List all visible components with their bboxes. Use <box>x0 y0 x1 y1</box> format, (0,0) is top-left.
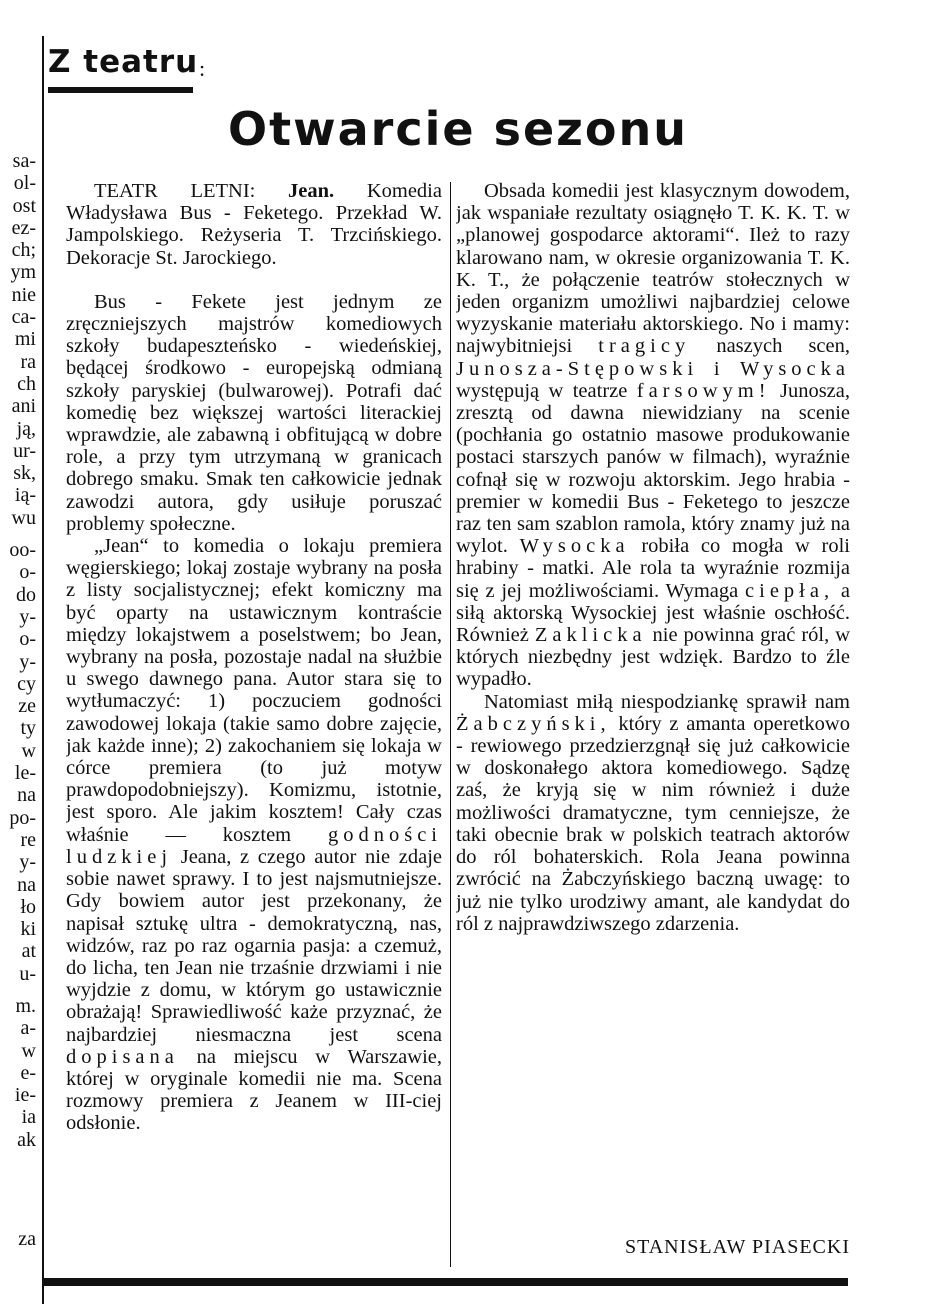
spaced-emphasis: godności ludzkiej <box>66 823 442 868</box>
spaced-emphasis: ciepła, <box>745 579 835 602</box>
margin-fragment-line: ost <box>12 194 36 217</box>
adjacent-article-fragment <box>0 150 36 1151</box>
paragraph <box>456 691 850 935</box>
text-run: robiła co mogła w roli hrabiny - matki. Ale rola ta wyraźnie rozmija się z jej możliwościami. Wymaga <box>456 535 850 602</box>
margin-fragment-line: w <box>21 1039 36 1062</box>
margin-fragment-line: ani <box>11 395 36 418</box>
text-run: Junosza, zresztą od dawna niewidziany na scenie (pochłania go ostatnio masowe produkowanie postaci starszych panów w filmach), wyraźnie cofnął się w rozwoju aktorskim. Jego hrabia - premier w komedii Bus - Feketego to jeszcze raz ten sam szablon ramola, który znamy już na wylot. <box>456 379 850 558</box>
margin-fragment-line: nie <box>11 283 36 306</box>
spaced-emphasis: Żabczyński, <box>456 712 611 735</box>
paragraph: Bus - Fekete jest jednym ze zręczniejszych majstrów komediowych szkoły budapeszteńsko - wiedeńskiej, będącej środkowo - europejską odmianą szkoły paryskiej (bulwarowej). Potrafi dać komedię bez większej wartości literackiej wprawdzie, ale zabawną i obfitującą w dobre role, a przy tym utrzymaną w granicach dobrego smaku. Smak ten całkowicie jednak zawodzi autora, gdy usiłuje poruszać problemy społeczne. <box>66 290 442 535</box>
margin-fragment-line: y- <box>19 851 36 874</box>
spaced-emphasis: Wysocka <box>519 535 630 558</box>
margin-fragment-line: cy <box>17 672 36 695</box>
text-run: Natomiast miłą niespodziankę sprawił nam <box>484 690 850 713</box>
spaced-emphasis: Zaklicka <box>534 624 647 647</box>
spaced-emphasis: dopisana <box>66 1045 179 1068</box>
text-run: nie powinna grać ról, w których niezbędny jest wdzięk. Bardzo to źle wypadło. <box>456 624 850 691</box>
margin-fragment-line: re <box>20 828 36 851</box>
column-divider <box>450 182 451 1267</box>
margin-fragment-line: o- <box>19 628 36 651</box>
text-run: naszych scen, <box>690 335 850 358</box>
margin-fragment-line: o- <box>19 561 36 584</box>
margin-fragment-line: ją, <box>16 417 36 440</box>
text-run: występują w teatrze <box>456 379 637 402</box>
text-run: Obsada komedii jest klasycznym dowodem, jak wspaniałe rezultaty osiągnęło T. K. K. T. w „planowej gospodarce aktorami“. Ileż to razy klarowano nam, w okresie organizowania T. K. K. T., że połączenie teatrów stołecznych w jeden organizm umożliwi najbardziej celowe wyzyskanie materiału aktorskiego. No i mamy: najwybitniejsi <box>456 180 850 358</box>
margin-fragment-line: u- <box>19 962 36 985</box>
margin-fragment-line: le- <box>14 762 36 785</box>
margin-fragment-line: at <box>21 940 36 963</box>
section-label: Z teatru <box>48 44 199 80</box>
section-label-colon: : <box>199 56 206 81</box>
margin-fragment-line: po- <box>9 806 36 829</box>
margin-fragment-line: na <box>17 873 36 896</box>
text-run: „Jean“ to komedia o lokaju premiera węgierskiego; lokaj zostaje wybrany na posła z listy socjalistycznej; efekt komiczny ma być oparty na ustawicznym kontraście między lokajstwem a poselstwem; bo Jean, wybrany na posła, pozostaje nadal na służbie u swego dawnego pana. Autor stara się to wytłumaczyć: 1) poczuciem godności zawodowej lokaja (takie samo dobre zajęcie, jak każde inne); 2) zakochaniem się lokaja w córce premiera (to już motyw prawdopodobniejszy). Komizmu, istotnie, jest sporo. Ale jakim kosztem! Cały czas właśnie — kosztem <box>66 535 442 846</box>
margin-fragment-line: ze <box>18 695 36 718</box>
margin-fragment-line: e- <box>20 1061 36 1084</box>
text-run: a siłą aktorską Wysockiej jest właśnie oschłość. Również <box>456 579 850 647</box>
credits-play-title: Jean. <box>288 180 335 202</box>
text-run: Jeana, z czego autor nie zdaje sobie nawet sprawy. I to jest najsmutniejsze. Gdy bowiem autor jest przekonany, że napisał sztukę ultra - demokratyczną, nas, widzów, raz po raz ogarnia pasja: a czemuż, do licha, ten Jean nie trzaśnie drzwiami i nie wyjdzie z domu, w którym go ustawicznie obrażają! Sprawiedliwość każe przyznać, że najbardziej niesmaczna jest scena <box>66 845 442 1046</box>
paragraph <box>66 535 442 1134</box>
margin-fragment-line: sa- <box>12 150 36 172</box>
margin-fragment-line: ol- <box>13 172 36 195</box>
margin-fragment-line: ty <box>20 717 36 740</box>
margin-fragment-line: m. <box>15 994 36 1017</box>
margin-fragment-line: ra <box>20 350 36 373</box>
margin-fragment-line: y- <box>19 650 36 673</box>
margin-fragment-line: ch; <box>11 239 36 262</box>
margin-fragment-line: ło <box>20 895 36 918</box>
margin-fragment-line: ki <box>20 918 36 941</box>
margin-fragment-line: a- <box>20 1017 36 1040</box>
margin-fragment-line: ak <box>17 1128 36 1151</box>
margin-fragment-line: ez- <box>11 216 36 239</box>
margin-fragment-line: wu <box>11 506 36 529</box>
margin-fragment-line: y- <box>19 605 36 628</box>
text-run: na miejscu w Warszawie, której w oryginale komedii nie ma. Scena rozmowy premiera z Jeanem w III-ciej odsłonie. <box>66 1045 442 1135</box>
paragraph <box>456 180 850 691</box>
margin-fragment-line: na <box>17 784 36 807</box>
column-rule-left <box>42 36 44 1304</box>
margin-fragment-line: ca- <box>11 306 36 329</box>
margin-fragment-line: ia <box>21 1106 36 1129</box>
margin-fragment-line: w <box>21 739 36 762</box>
margin-fragment-line: ur- <box>13 439 36 462</box>
margin-fragment-line: mi <box>14 328 36 351</box>
margin-fragment-line <box>0 529 36 539</box>
bottom-rule <box>42 1278 848 1286</box>
margin-fragment-line: oo- <box>9 539 36 562</box>
section-underline <box>48 87 193 93</box>
margin-fragment-line <box>0 985 36 995</box>
headline: Otwarcie sezonu <box>228 102 689 156</box>
credits-rest: Komedia Władysława Bus - Feketego. Przekład W. Jampolskiego. Reżyseria T. Trzcińskiego. Dekoracje St. Jarockiego. <box>66 180 442 269</box>
margin-fragment-line: ią- <box>14 484 36 507</box>
article-column-right <box>456 180 850 935</box>
text-run: który z amanta operetkowo - rewiowego przedzierzgnął się już całkowicie w doskonałego aktora komediowego. Sądzę zaś, że kryją się w nim również i duże możliwości dramatyczne, tym cenniejsze, że taki obecnie brak w polskich teatrach aktorów do ról bohaterskich. Rola Jeana powinna zwrócić na Żabczyńskiego baczną uwagę: to już nie tylko urodziwy amant, ale kandydat do ról z najprawdziwszego zdarzenia. <box>456 712 850 935</box>
margin-fragment-line: sk, <box>13 462 36 485</box>
credits-theatre: TEATR LETNI: <box>94 180 289 202</box>
margin-fragment-line: ym <box>10 261 36 284</box>
spaced-emphasis: Junosza-Stępowski i Wysocka <box>456 357 850 380</box>
adjacent-article-tail: za <box>18 1228 36 1250</box>
spaced-emphasis: farsowym! <box>636 379 771 402</box>
margin-fragment-line: do <box>16 583 36 606</box>
margin-fragment-line: ch <box>17 372 36 395</box>
margin-fragment-line: ie- <box>14 1084 36 1107</box>
author-signature: STANISŁAW PIASECKI <box>625 1236 850 1258</box>
credits-paragraph <box>66 180 442 269</box>
article-column-left <box>66 180 442 1135</box>
spaced-emphasis: tragicy <box>598 335 691 358</box>
